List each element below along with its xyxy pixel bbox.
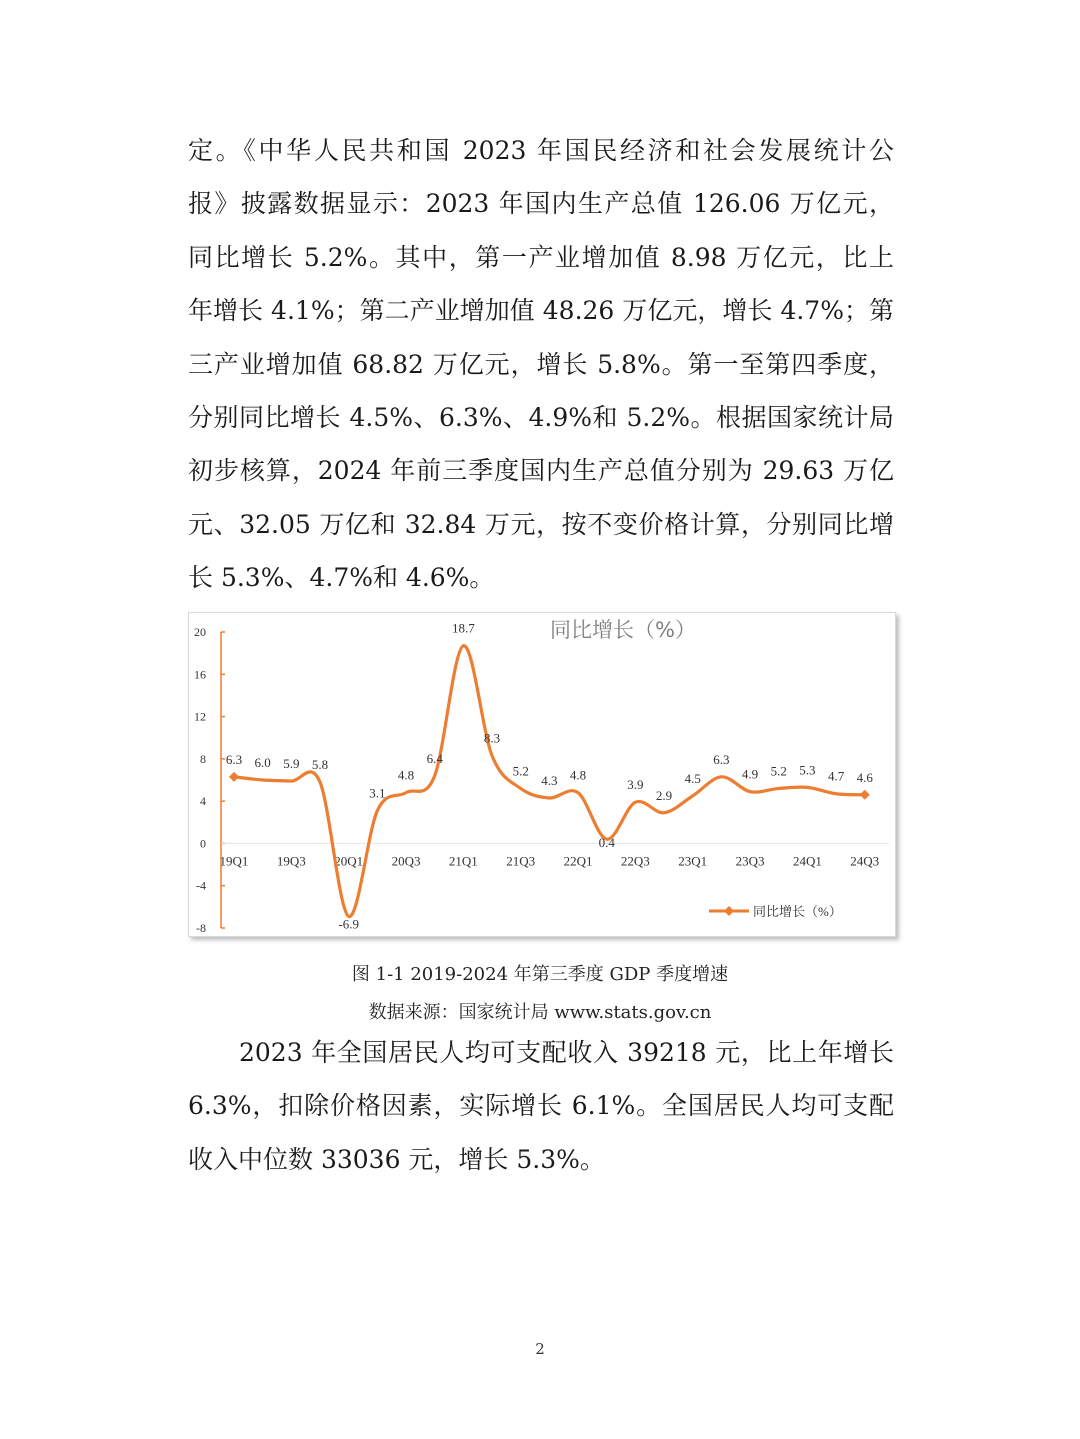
data-label: 5.2 xyxy=(512,763,529,779)
x-tick-label: 19Q3 xyxy=(276,853,306,869)
data-label: 4.3 xyxy=(541,772,558,788)
data-label: 6.4 xyxy=(426,750,443,766)
text-line: 6.3%，扣除价格因素，实际增长 6.1%。全国居民人均可支配 xyxy=(188,1091,894,1121)
data-label: 6.0 xyxy=(254,755,271,770)
x-tick-label: 24Q3 xyxy=(850,853,880,869)
text-line: 初步核算，2024 年前三季度国内生产总值分别为 29.63 万亿 xyxy=(188,456,894,486)
x-tick-label: 21Q1 xyxy=(448,853,478,869)
text-line: 2023 年全国居民人均可支配收入 39218 元，比上年增长 xyxy=(239,1038,894,1067)
x-tick-label: 24Q1 xyxy=(792,853,822,869)
y-tick-label: 8 xyxy=(200,751,206,766)
x-tick-label: 20Q3 xyxy=(391,853,421,869)
paragraph-gdp xyxy=(188,124,894,605)
data-label: 2.9 xyxy=(655,787,673,803)
y-tick-label: 12 xyxy=(194,709,206,724)
text-line: 分别同比增长 4.5%、6.3%、4.9%和 5.2%。根据国家统计局 xyxy=(188,402,894,432)
text-line: 年增长 4.1%；第二产业增加值 48.26 万亿元，增长 4.7%；第 xyxy=(188,296,894,326)
legend-marker xyxy=(724,906,734,916)
data-label: 6.3 xyxy=(713,751,730,767)
gdp-growth-chart xyxy=(188,612,896,937)
data-label: 18.7 xyxy=(451,620,475,636)
text-line: 收入中位数 33036 元，增长 5.3%。 xyxy=(188,1144,605,1174)
data-label: 4.8 xyxy=(397,767,415,783)
data-label: 5.2 xyxy=(770,763,787,779)
data-label: 4.5 xyxy=(684,770,701,786)
y-tick-label: -4 xyxy=(196,878,206,893)
data-label: 6.3 xyxy=(225,751,243,767)
data-label: 0.4 xyxy=(598,835,615,851)
data-label: 3.9 xyxy=(627,777,644,793)
chart-title: 同比增长（%） xyxy=(550,618,696,642)
text-line: 同比增长 5.2%。其中，第一产业增加值 8.98 万亿元，比上 xyxy=(188,242,894,272)
text-line: 元、32.05 万亿和 32.84 万元，按不变价格计算，分别同比增 xyxy=(188,509,894,539)
data-label: 4.6 xyxy=(856,769,873,785)
x-tick-label: 23Q3 xyxy=(735,853,765,869)
data-label: 4.9 xyxy=(741,766,759,782)
page-number: 2 xyxy=(535,1340,545,1358)
y-tick-label: 0 xyxy=(200,836,206,851)
data-point-marker xyxy=(860,790,870,800)
data-label: -6.9 xyxy=(338,916,359,932)
data-label: 5.8 xyxy=(311,757,329,773)
chart-canvas xyxy=(189,613,895,936)
y-tick-label: 4 xyxy=(200,794,206,809)
text-line: 报》披露数据显示：2023 年国内生产总值 126.06 万亿元， xyxy=(188,189,894,219)
x-tick-label: 19Q1 xyxy=(219,853,249,869)
data-label: 4.8 xyxy=(569,767,587,783)
x-tick-label: 20Q1 xyxy=(334,853,364,869)
data-source: 数据来源：国家统计局 www.stats.gov.cn xyxy=(368,1002,712,1023)
data-label: 3.1 xyxy=(369,785,386,801)
legend-label: 同比增长（%） xyxy=(753,904,842,919)
data-label: 5.9 xyxy=(283,756,300,772)
figure-caption: 图 1-1 2019-2024 年第三季度 GDP 季度增速 xyxy=(351,964,729,985)
y-tick-label: -8 xyxy=(196,921,206,935)
data-label: 4.7 xyxy=(827,768,845,784)
paragraph-income xyxy=(188,1026,894,1186)
data-label: 8.3 xyxy=(483,730,501,746)
x-tick-label: 23Q1 xyxy=(678,853,708,869)
y-tick-label: 20 xyxy=(194,625,206,639)
x-tick-label: 22Q1 xyxy=(563,853,593,869)
data-label: 5.3 xyxy=(799,762,816,778)
data-point-marker xyxy=(229,772,239,782)
y-tick-label: 16 xyxy=(194,667,206,682)
text-line: 定。《中华人民共和国 2023 年国民经济和社会发展统计公 xyxy=(188,136,894,165)
text-line: 长 5.3%、4.7%和 4.6%。 xyxy=(188,563,495,593)
x-tick-label: 21Q3 xyxy=(506,853,536,869)
x-tick-label: 22Q3 xyxy=(620,853,650,869)
text-line: 三产业增加值 68.82 万亿元，增长 5.8%。第一至第四季度， xyxy=(188,349,894,379)
